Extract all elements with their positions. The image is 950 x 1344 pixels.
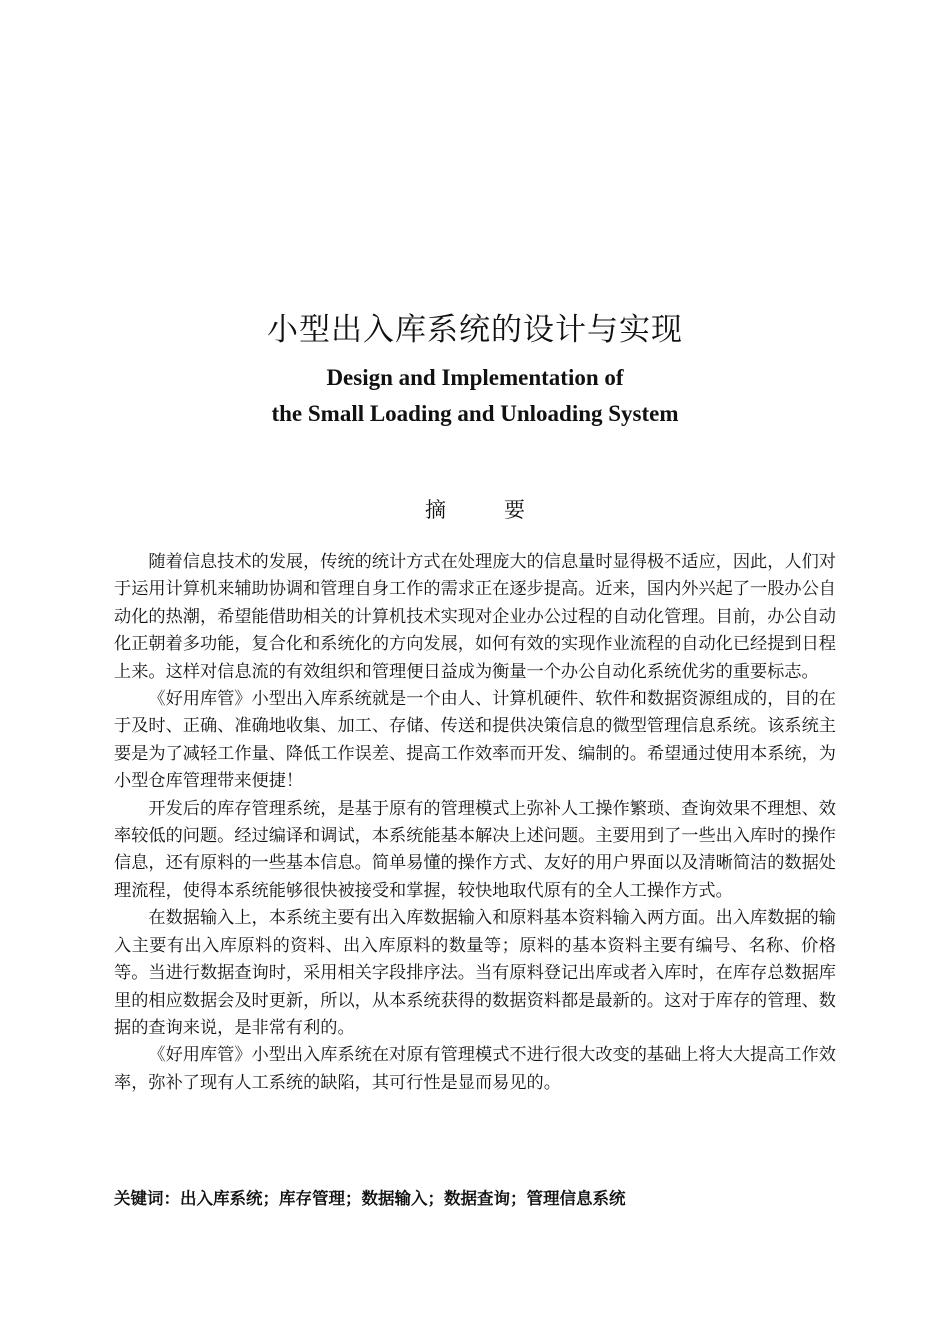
abstract-paragraph-5: 《好用库管》小型出入库系统在对原有管理模式不进行很大改变的基础上将大大提高工作效率，弥补了现有人工系统的缺陷，其可行性是显而易见的。 <box>114 1045 836 1093</box>
keywords-line: 关键词：出入库系统；库存管理；数据输入；数据查询；管理信息系统 <box>114 1189 626 1208</box>
abstract-body <box>114 549 836 1097</box>
chinese-title: 小型出入库系统的设计与实现 <box>267 312 683 348</box>
abstract-paragraph-3: 开发后的库存管理系统，是基于原有的管理模式上弥补人工操作繁琐、查询效果不理想、效率较低的问题。经过编译和调试，本系统能基本解决上述问题。主要用到了一些出入库时的操作信息，还有原料的一些基本信息。简单易懂的操作方式、友好的用户界面以及清晰简洁的数据处理流程，使得本系统能够很快被接受和掌握，较快地取代原有的全人工操作方式。 <box>114 798 836 901</box>
english-title-line-2: the Small Loading and Unloading System <box>271 401 679 426</box>
abstract-paragraph-2: 《好用库管》小型出入库系统就是一个由人、计算机硬件、软件和数据资源组成的，目的在于及时、正确、准确地收集、加工、存储、传送和提供决策信息的微型管理信息系统。该系统主要是为了减轻工作量、降低工作误差、提高工作效率而开发、编制的。希望通过使用本系统，为小型仓库管理带来便捷！ <box>114 689 836 792</box>
abstract-paragraph-1: 随着信息技术的发展，传统的统计方式在处理庞大的信息量时显得极不适应，因此，人们对于运用计算机来辅助协调和管理自身工作的需求正在逐步提高。近来，国内外兴起了一股办公自动化的热潮，希望能借助相关的计算机技术实现对企业办公过程的自动化管理。目前，办公自动化正朝着多功能，复合化和系统化的方向发展，如何有效的实现作业流程的自动化已经提到日程上来。这样对信息流的有效组织和管理便日益成为衡量一个办公自动化系统优劣的重要标志。 <box>114 552 836 682</box>
abstract-heading: 摘要 <box>425 498 583 522</box>
english-title-line-1: Design and Implementation of <box>326 365 624 390</box>
english-title <box>0 360 950 432</box>
abstract-paragraph-4: 在数据输入上，本系统主要有出入库数据输入和原料基本资料输入两方面。出入库数据的输入主要有出入库原料的资料、出入库原料的数量等；原料的基本资料主要有编号、名称、价格等。当进行数据查询时，采用相关字段排序法。当有原料登记出库或者入库时，在库存总数据库里的相应数据会及时更新，所以，从本系统获得的数据资料都是最新的。这对于库存的管理、数据的查询来说，是非常有利的。 <box>114 908 836 1038</box>
